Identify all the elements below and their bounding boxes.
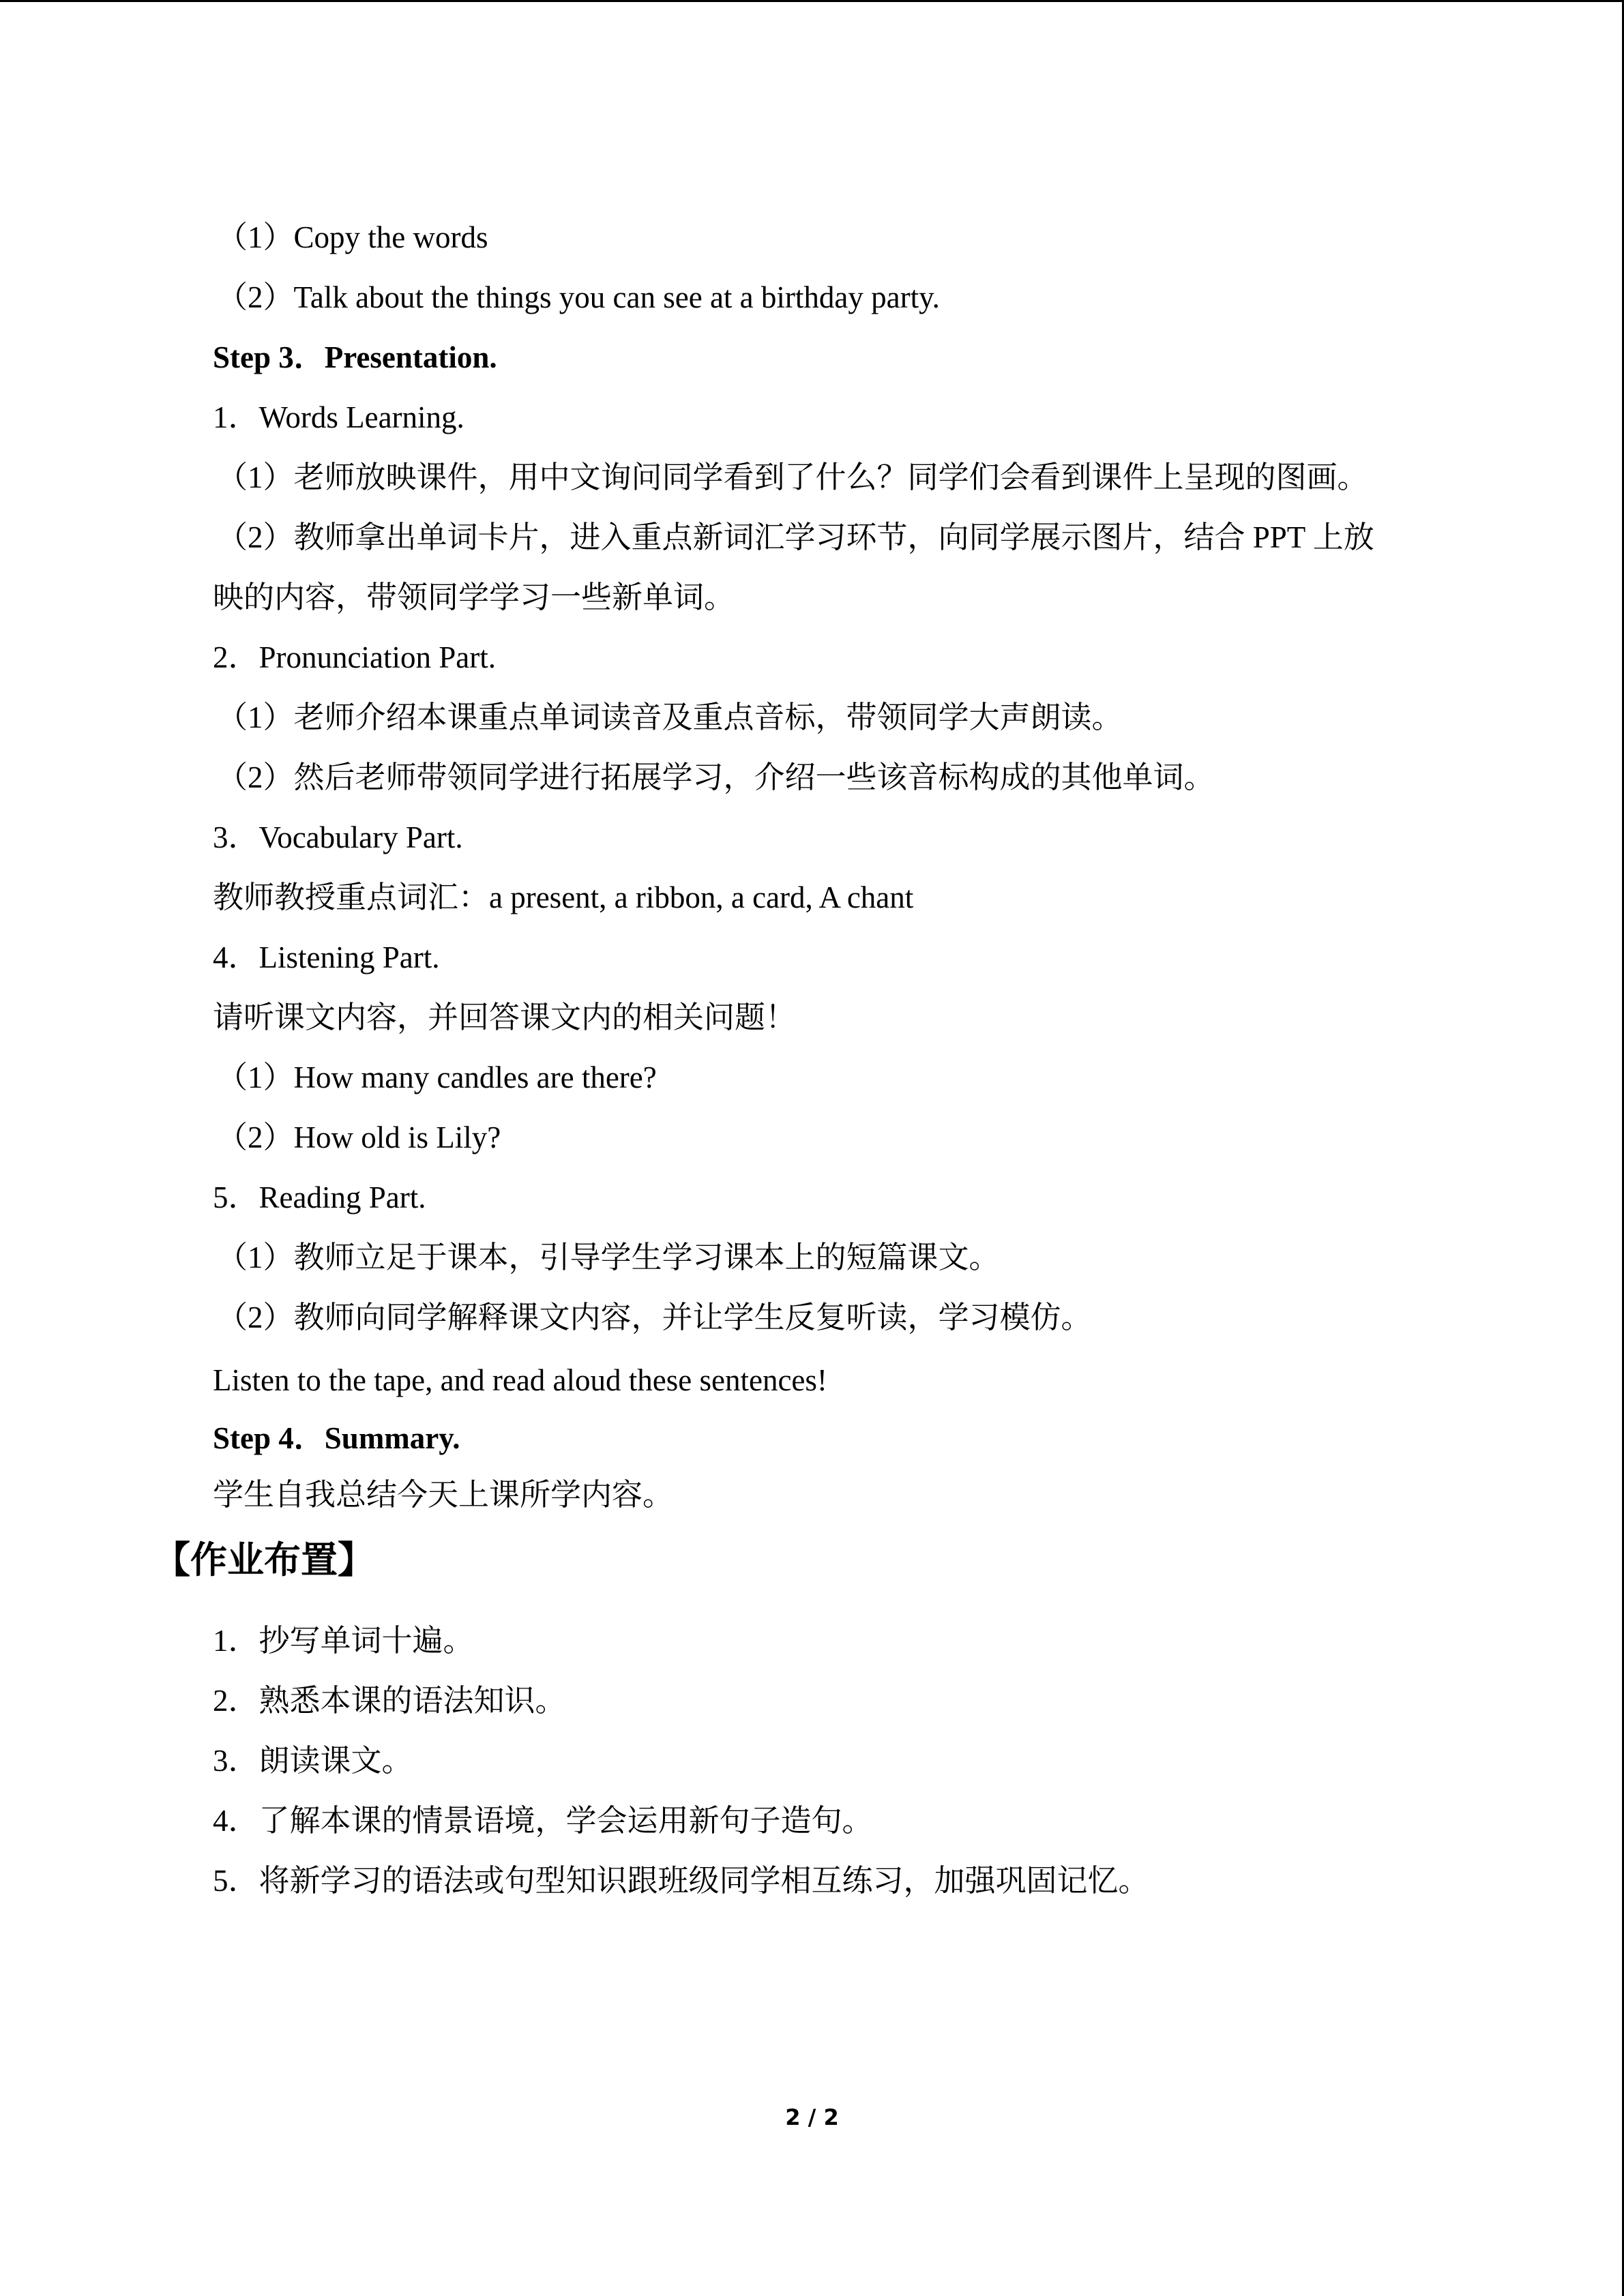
pronunciation-item-2: （2）然后老师带领同学进行拓展学习，介绍一些该音标构成的其他单词。: [217, 760, 1215, 794]
homework-item-1: 1．抄写单词十遍。: [213, 1624, 474, 1658]
reading-heading: 5．Reading Part.: [213, 1180, 426, 1214]
words-learning-item-2-cont: 映的内容，带领同学学习一些新单词。: [213, 580, 735, 614]
homework-heading: 【作业布置】: [153, 1540, 374, 1581]
pronunciation-item-1: （1）老师介绍本课重点单词读音及重点音标，带领同学大声朗读。: [217, 700, 1123, 734]
step4-heading: Step 4．Summary.: [213, 1421, 460, 1455]
words-learning-heading: 1．Words Learning.: [213, 400, 464, 434]
pronunciation-heading: 2．Pronunciation Part.: [213, 640, 496, 674]
summary-text: 学生自我总结今天上课所学内容。: [213, 1478, 674, 1512]
words-learning-item-2: （2）教师拿出单词卡片，进入重点新词汇学习环节，向同学展示图片，结合 PPT 上放: [217, 520, 1374, 554]
listening-question-1: （1）How many candles are there?: [217, 1060, 657, 1094]
homework-item-3: 3．朗读课文。: [213, 1744, 413, 1778]
page-number: 2 / 2: [785, 2104, 839, 2130]
homework-item-2: 2．熟悉本课的语法知识。: [213, 1684, 566, 1718]
reading-item-1: （1）教师立足于课本，引导学生学习课本上的短篇课文。: [217, 1240, 1000, 1274]
reading-item-2: （2）教师向同学解释课文内容，并让学生反复听读，学习模仿。: [217, 1300, 1092, 1335]
listening-instruction: 请听课文内容，并回答课文内的相关问题！: [213, 1000, 797, 1034]
step2-item-1: （1）Copy the words: [217, 220, 488, 254]
reading-instruction: Listen to the tape, and read aloud these sentences!: [213, 1363, 827, 1397]
homework-item-5: 5．将新学习的语法或句型知识跟班级同学相互练习，加强巩固记忆。: [213, 1864, 1149, 1898]
listening-heading: 4．Listening Part.: [213, 940, 440, 974]
listening-question-2: （2）How old is Lily?: [217, 1120, 501, 1154]
vocabulary-heading: 3．Vocabulary Part.: [213, 820, 463, 854]
step3-heading: Step 3．Presentation.: [213, 340, 497, 374]
vocabulary-text: 教师教授重点词汇：a present, a ribbon, a card, A chant: [213, 880, 914, 914]
homework-item-4: 4．了解本课的情景语境，学会运用新句子造句。: [213, 1804, 873, 1838]
words-learning-item-1: （1）老师放映课件，用中文询问同学看到了什么？同学们会看到课件上呈现的图画。: [217, 460, 1368, 494]
step2-item-2: （2）Talk about the things you can see at a birthday party.: [217, 280, 940, 314]
